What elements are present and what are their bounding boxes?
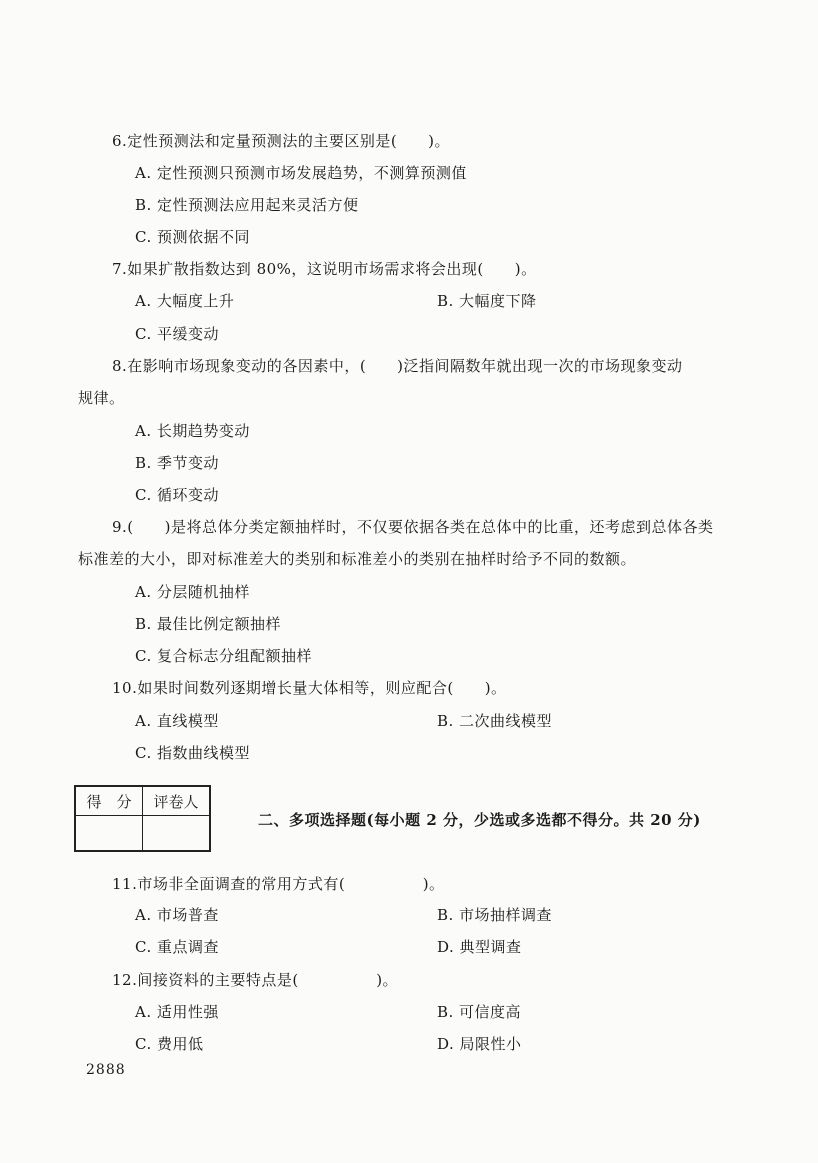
score-table (74, 785, 211, 852)
page-number: 2888 (86, 1062, 126, 1078)
question-11-option-c: C. 重点调查 (135, 938, 219, 956)
question-7-option-c: C. 平缓变动 (135, 325, 219, 343)
grader-header: 评卷人 (143, 786, 211, 816)
question-12-stem: 12.间接资料的主要特点是( )。 (112, 971, 399, 989)
grader-cell (143, 816, 211, 852)
question-7-option-a: A. 大幅度上升 (135, 292, 235, 310)
question-7-option-b: B. 大幅度下降 (437, 292, 537, 310)
question-8-option-b: B. 季节变动 (135, 454, 220, 472)
question-7-stem: 7.如果扩散指数达到 80%，这说明市场需求将会出现( )。 (112, 260, 537, 278)
question-12-option-b: B. 可信度高 (437, 1003, 522, 1021)
question-8-stem-line1: 8.在影响市场现象变动的各因素中，( )泛指间隔数年就出现一次的市场现象变动 (112, 357, 683, 375)
question-10-option-a: A. 直线模型 (135, 712, 219, 730)
question-12-option-d: D. 局限性小 (437, 1035, 522, 1053)
question-6-stem: 6.定性预测法和定量预测法的主要区别是( )。 (112, 132, 451, 150)
question-11-stem: 11.市场非全面调查的常用方式有( )。 (112, 875, 445, 893)
question-9-stem-line2: 标准差的大小，即对标准差大的类别和标准差小的类别在抽样时给予不同的数额。 (78, 550, 637, 568)
question-9-stem-line1: 9.( )是将总体分类定额抽样时，不仅要依据各类在总体中的比重，还考虑到总体各类 (112, 518, 714, 536)
question-11-option-a: A. 市场普查 (135, 906, 219, 924)
section-2-title: 二、多项选择题(每小题 2 分，少选或多选都不得分。共 20 分) (258, 811, 701, 829)
question-12-option-a: A. 适用性强 (135, 1003, 219, 1021)
score-header: 得 分 (75, 786, 143, 816)
question-9-option-c: C. 复合标志分组配额抽样 (135, 647, 312, 665)
question-8-option-c: C. 循环变动 (135, 486, 219, 504)
question-9-option-a: A. 分层随机抽样 (135, 583, 250, 601)
question-6-option-a: A. 定性预测只预测市场发展趋势，不测算预测值 (135, 164, 467, 182)
question-12-option-c: C. 费用低 (135, 1035, 204, 1053)
question-10-option-c: C. 指数曲线模型 (135, 744, 250, 762)
question-6-option-c: C. 预测依据不同 (135, 228, 250, 246)
question-10-stem: 10.如果时间数列逐期增长量大体相等，则应配合( )。 (112, 679, 507, 697)
question-11-option-d: D. 典型调查 (437, 938, 522, 956)
question-10-option-b: B. 二次曲线模型 (437, 712, 553, 730)
score-cell (75, 816, 143, 852)
question-9-option-b: B. 最佳比例定额抽样 (135, 615, 282, 633)
question-8-option-a: A. 长期趋势变动 (135, 422, 250, 440)
question-8-stem-line2: 规律。 (78, 389, 125, 407)
question-11-option-b: B. 市场抽样调查 (437, 906, 553, 924)
question-6-option-b: B. 定性预测法应用起来灵活方便 (135, 196, 359, 214)
